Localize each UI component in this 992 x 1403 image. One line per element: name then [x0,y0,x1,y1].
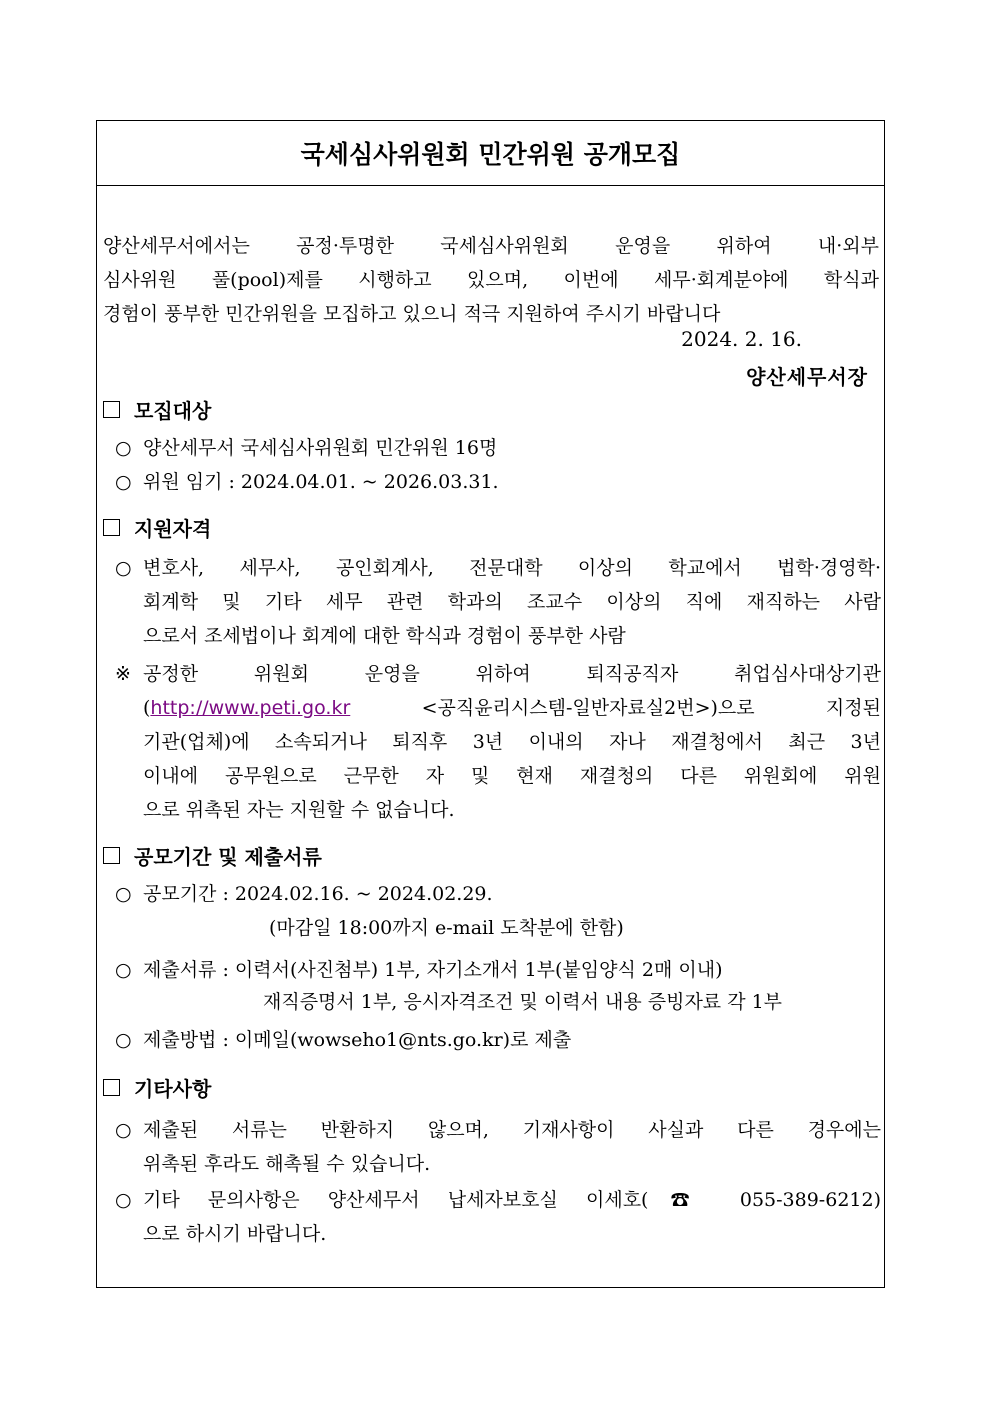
item-text: 변호사, 세무사, 공인회계사, 전문대학 이상의 학교에서 법학·경영학· [143,557,881,579]
notice-date: 2024. 2. 16. [681,327,802,351]
checkbox-square-icon [103,1079,120,1096]
para-line: 회계학 및 기타 세무 관련 학과의 조교수 이상의 직에 재직하는 사람 [143,591,881,613]
item-text: 공정한 위원회 운영을 위하여 퇴직공직자 취업심사대상기관 [143,663,881,685]
section-title: 지원자격 [134,517,212,541]
list-item-continuation: 재직증명서 1부, 응시자격조건 및 이력서 내용 증빙자료 각 1부 [263,991,783,1013]
para-line: 으로서 조세법이나 회계에 대한 학식과 경험이 풍부한 사람 [143,625,626,647]
bullet-icon: ○ [115,1119,132,1141]
para-line [115,657,881,691]
qualify-paragraph [115,551,881,653]
section-title: 모집대상 [134,399,212,423]
bullet-icon: ○ [115,437,132,459]
list-item [115,433,497,460]
paren-text: ( [143,697,151,719]
section-etc-heading [103,1073,211,1102]
para-line: 기관(업체)에 소속되거나 퇴직후 3년 이내의 자나 재결청에서 최근 3년 [143,731,881,753]
item-text: 공모기간 : 2024.02.16. ~ 2024.02.29. [143,883,493,905]
section-qualify-heading [103,513,211,542]
item-text: 제출서류 : 이력서(사진첨부) 1부, 자기소개서 1부(붙임양식 2매 이내) [143,959,723,981]
item-text: 제출된 서류는 반환하지 않으며, 기재사항이 사실과 다른 경우에는 [143,1119,881,1141]
qualify-note [115,657,881,827]
para-line [115,551,881,585]
item-text: 양산세무서 국세심사위원회 민간위원 16명 [143,437,498,459]
list-item [115,1025,571,1052]
para-line [115,1113,881,1147]
list-item [115,955,723,982]
intro-paragraph [103,229,879,331]
notice-frame [96,120,885,1288]
bullet-icon: ○ [115,557,132,579]
para-line [115,691,881,725]
bullet-icon: ○ [115,1029,132,1051]
page-title: 국세심사위원회 민간위원 공개모집 [300,140,681,169]
para-line [115,1183,881,1217]
para-line: 이내에 공무원으로 근무한 자 및 현재 재결청의 다른 위원회에 위원 [143,765,881,787]
section-title: 기타사항 [134,1077,212,1101]
item-text: 위원 임기 : 2024.04.01. ~ 2026.03.31. [143,471,499,493]
list-item-continuation: (마감일 18:00까지 e-mail 도착분에 한함) [269,917,624,939]
peti-link[interactable]: http://www.peti.go.kr [150,697,351,719]
title-row [97,121,884,186]
bullet-icon: ○ [115,1189,132,1211]
section-title: 공모기간 및 제출서류 [134,845,322,869]
checkbox-square-icon [103,847,120,864]
list-item [115,879,493,906]
checkbox-square-icon [103,519,120,536]
intro-line: 경험이 풍부한 민간위원을 모집하고 있으니 적극 지원하여 주시기 바랍니다 [103,303,721,325]
etc-item-1 [115,1113,881,1181]
intro-line: 양산세무서에서는 공정·투명한 국세심사위원회 운영을 위하여 내·외부 [103,235,879,257]
list-item [115,467,499,494]
intro-line: 심사위원 풀(pool)제를 시행하고 있으며, 이번에 세무·회계분야에 학식과 [103,269,879,291]
section-period-heading [103,841,322,870]
reference-mark-icon: ※ [115,663,131,685]
para-line: 위촉된 후라도 해촉될 수 있습니다. [143,1153,431,1175]
bullet-icon: ○ [115,471,132,493]
item-text: <공직윤리시스템-일반자료실2번>)으로 지정된 [350,697,881,719]
section-recruit-heading [103,395,211,424]
checkbox-square-icon [103,401,120,418]
bullet-icon: ○ [115,959,132,981]
bullet-icon: ○ [115,883,132,905]
item-text: 제출방법 : 이메일(wowseho1@nts.go.kr)로 제출 [143,1029,572,1051]
issuing-office: 양산세무서장 [746,365,868,389]
para-line: 으로 하시기 바랍니다. [143,1223,327,1245]
para-line: 으로 위촉된 자는 지원할 수 없습니다. [143,799,455,821]
etc-item-2 [115,1183,881,1251]
item-text: 기타 문의사항은 양산세무서 납세자보호실 이세호(☎ 055-389-6212) [143,1189,881,1211]
